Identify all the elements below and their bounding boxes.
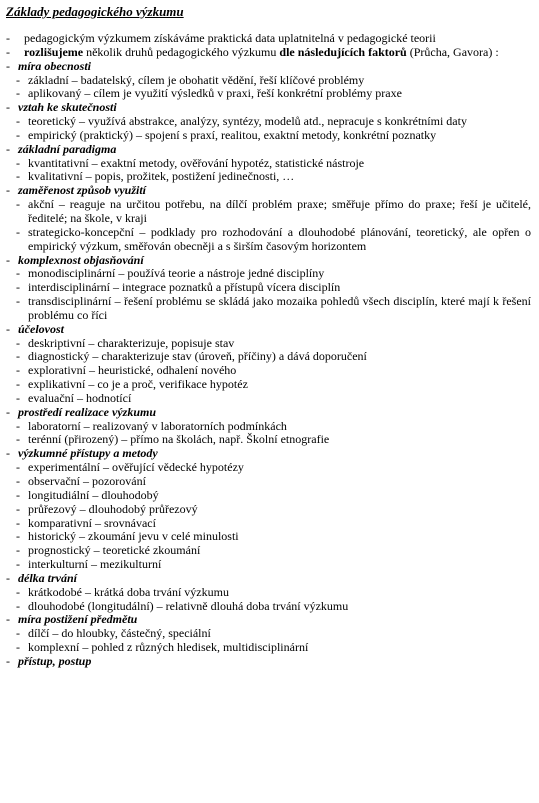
bullet-dash: -	[16, 584, 20, 599]
bullet-dash: -	[16, 626, 20, 641]
list-item	[6, 129, 531, 143]
list-item-text: monodisciplinární – používá teorie a nástroje jedné disciplíny	[28, 266, 325, 281]
list-item-text: akční – reaguje na určitou potřebu, na dílčí problém praxe; směřuje přímo do praxe; řeší je učitelé, ředitelé; na škole, v kraji	[28, 197, 531, 225]
category-heading	[6, 406, 531, 420]
list-item	[6, 461, 531, 475]
bullet-dash: -	[16, 114, 20, 129]
text-run: několik druhů pedagogického výzkumu	[83, 44, 280, 59]
bullet-dash: -	[16, 127, 20, 142]
bullet-dash: -	[16, 335, 20, 350]
bullet-dash: -	[16, 529, 20, 544]
category-name: míra postižení předmětu	[18, 612, 138, 627]
list-item-text: explikativní – co je a proč, verifikace hypotéz	[28, 377, 248, 392]
bullet-dash: -	[16, 640, 20, 655]
category-name: přístup, postup	[18, 653, 92, 668]
bullet-dash: -	[16, 501, 20, 516]
list-item	[6, 74, 531, 88]
bullet-dash: -	[16, 418, 20, 433]
list-item-text: historický – zkoumání jevu v celé minulosti	[28, 529, 239, 544]
list-item-text: komplexní – pohled z různých hledisek, multidisciplinární	[28, 640, 309, 655]
bullet-dash: -	[6, 183, 10, 198]
list-item	[6, 420, 531, 434]
bullet-dash: -	[6, 404, 10, 419]
bullet-dash: -	[16, 294, 20, 309]
category-name: základní paradigma	[18, 141, 117, 156]
list-item-text: kvantitativní – exaktní metody, ověřování hypotéz, statistické nástroje	[28, 155, 365, 170]
bullet-dash: -	[16, 266, 20, 281]
list-item-text: diagnostický – charakterizuje stav (úroveň, příčiny) a dává doporučení	[28, 349, 367, 364]
category-heading	[6, 254, 531, 268]
list-item-text: empirický (praktický) – spojení s praxí, realitou, exaktní metody, konkrétní poznatky	[28, 127, 437, 142]
page-title: Základy pedagogického výzkumu	[6, 4, 184, 19]
bullet-dash: -	[16, 155, 20, 170]
list-item-text: longitudiální – dlouhodobý	[28, 487, 159, 502]
list-item	[6, 392, 531, 406]
list-item	[6, 281, 531, 295]
bullet-dash: -	[6, 100, 10, 115]
list-item-text: interdisciplinární – integrace poznatků a přístupů vícera disciplín	[28, 280, 341, 295]
list-item-text: aplikovaný – cílem je využití výsledků v praxi, řeší konkrétní problémy praxe	[28, 86, 402, 101]
bullet-dash: -	[6, 653, 10, 668]
list-item	[6, 433, 531, 447]
category-heading	[6, 143, 531, 157]
bullet-dash: -	[16, 224, 20, 239]
bullet-dash: -	[16, 598, 20, 613]
list-item-text: explorativní – heuristické, odhalení nového	[28, 363, 237, 378]
list-item-text: kvalitativní – popis, prožitek, postižení jedinečnosti, …	[28, 169, 295, 184]
list-item	[6, 641, 531, 655]
list-item-text: krátkodobé – krátká doba trvání výzkumu	[28, 584, 229, 599]
bullet-dash: -	[16, 72, 20, 87]
intro-item	[6, 46, 531, 60]
list-item	[6, 627, 531, 641]
list-item	[6, 198, 531, 226]
list-item-text: teoretický – využívá abstrakce, analýzy, syntézy, modelů atd., nepracuje s konkrétními daty	[28, 114, 467, 129]
list-item-text: komparativní – srovnávací	[28, 515, 156, 530]
category-name: komplexnost objasňování	[18, 252, 144, 267]
bold-term: rozlišujeme	[24, 44, 84, 59]
list-item	[6, 87, 531, 101]
bullet-dash: -	[16, 197, 20, 212]
bullet-dash: -	[16, 487, 20, 502]
list-item	[6, 378, 531, 392]
bullet-dash: -	[16, 557, 20, 572]
category-name: výzkumné přístupy a metody	[18, 446, 158, 461]
list-item	[6, 586, 531, 600]
list-item	[6, 364, 531, 378]
category-heading	[6, 447, 531, 461]
intro-text	[24, 46, 531, 60]
category-heading	[6, 184, 531, 198]
bullet-dash: -	[6, 446, 10, 461]
category-name: účelovost	[18, 321, 64, 336]
intro-item	[6, 32, 531, 46]
intro-text	[24, 32, 531, 46]
category-list	[6, 60, 531, 669]
list-item	[6, 115, 531, 129]
bullet-dash: -	[6, 252, 10, 267]
list-item-text: transdisciplinární – řešení problému se skládá jako mozaika pohledů všech disciplín, které mají k řešení problému co říci	[28, 294, 531, 322]
bullet-dash: -	[6, 44, 10, 59]
category-name: míra obecnosti	[18, 58, 92, 73]
bullet-dash: -	[16, 390, 20, 405]
list-item	[6, 337, 531, 351]
list-item-text: dílčí – do hloubky, částečný, speciální	[28, 626, 211, 641]
list-item-text: experimentální – ověřující vědecké hypotézy	[28, 460, 244, 475]
list-item	[6, 475, 531, 489]
list-item	[6, 503, 531, 517]
list-item-text: průřezový – dlouhodobý průřezový	[28, 501, 198, 516]
list-item	[6, 226, 531, 254]
bullet-dash: -	[6, 321, 10, 336]
list-item	[6, 170, 531, 184]
category-heading	[6, 101, 531, 115]
bullet-dash: -	[6, 141, 10, 156]
category-name: délka trvání	[18, 570, 77, 585]
category-heading	[6, 572, 531, 586]
list-item	[6, 489, 531, 503]
bullet-dash: -	[16, 169, 20, 184]
bullet-dash: -	[6, 570, 10, 585]
list-item-text: strategicko-koncepční – podklady pro rozhodování a dlouhodobé plánování, teoretický, ale opřen o empirický výzkum, směřován obecněji a s širším časovým horizontem	[28, 224, 531, 253]
list-item	[6, 530, 531, 544]
list-item-text: observační – pozorování	[28, 474, 146, 488]
category-heading	[6, 323, 531, 337]
list-item-text: laboratorní – realizovaný v laboratorních podmínkách	[28, 418, 287, 433]
bullet-dash: -	[16, 515, 20, 530]
category-name: zaměřenost způsob využití	[18, 183, 147, 198]
bullet-dash: -	[16, 86, 20, 101]
list-item	[6, 295, 531, 323]
intro-list	[6, 32, 531, 60]
list-item	[6, 267, 531, 281]
bullet-dash: -	[16, 474, 20, 488]
category-heading	[6, 60, 531, 74]
list-item	[6, 558, 531, 572]
category-heading	[6, 613, 531, 627]
bullet-dash: -	[16, 363, 20, 378]
bullet-dash: -	[16, 460, 20, 475]
list-item-text: prognostický – teoretické zkoumání	[28, 543, 201, 558]
text-run: pedagogickým výzkumem získáváme praktická data uplatnitelná v pedagogické teorii	[24, 31, 436, 45]
list-item	[6, 600, 531, 614]
bullet-dash: -	[16, 280, 20, 295]
list-item	[6, 157, 531, 171]
bullet-dash: -	[16, 377, 20, 392]
list-item	[6, 517, 531, 531]
list-item-text: terénní (přirozený) – přímo na školách, např. Školní etnografie	[28, 432, 330, 447]
bullet-dash: -	[16, 349, 20, 364]
text-run: (Průcha, Gavora) :	[406, 44, 499, 59]
list-item-text: základní – badatelský, cílem je obohatit vědění, řeší klíčové problémy	[28, 72, 365, 87]
category-name: vztah ke skutečnosti	[18, 100, 117, 115]
category-heading	[6, 655, 531, 669]
bullet-dash: -	[6, 31, 10, 45]
list-item	[6, 544, 531, 558]
category-name: prostředí realizace výzkumu	[18, 404, 156, 419]
list-item-text: interkulturní – mezikulturní	[28, 557, 162, 572]
list-item-text: evaluační – hodnotící	[28, 390, 132, 405]
list-item	[6, 350, 531, 364]
bullet-dash: -	[6, 612, 10, 627]
bullet-dash: -	[16, 432, 20, 447]
bold-term: dle následujících faktorů	[279, 44, 407, 59]
bullet-dash: -	[16, 543, 20, 558]
bullet-dash: -	[6, 58, 10, 73]
list-item-text: deskriptivní – charakterizuje, popisuje stav	[28, 335, 235, 350]
list-item-text: dlouhodobé (longitudální) – relativně dlouhá doba trvání výzkumu	[28, 598, 349, 613]
